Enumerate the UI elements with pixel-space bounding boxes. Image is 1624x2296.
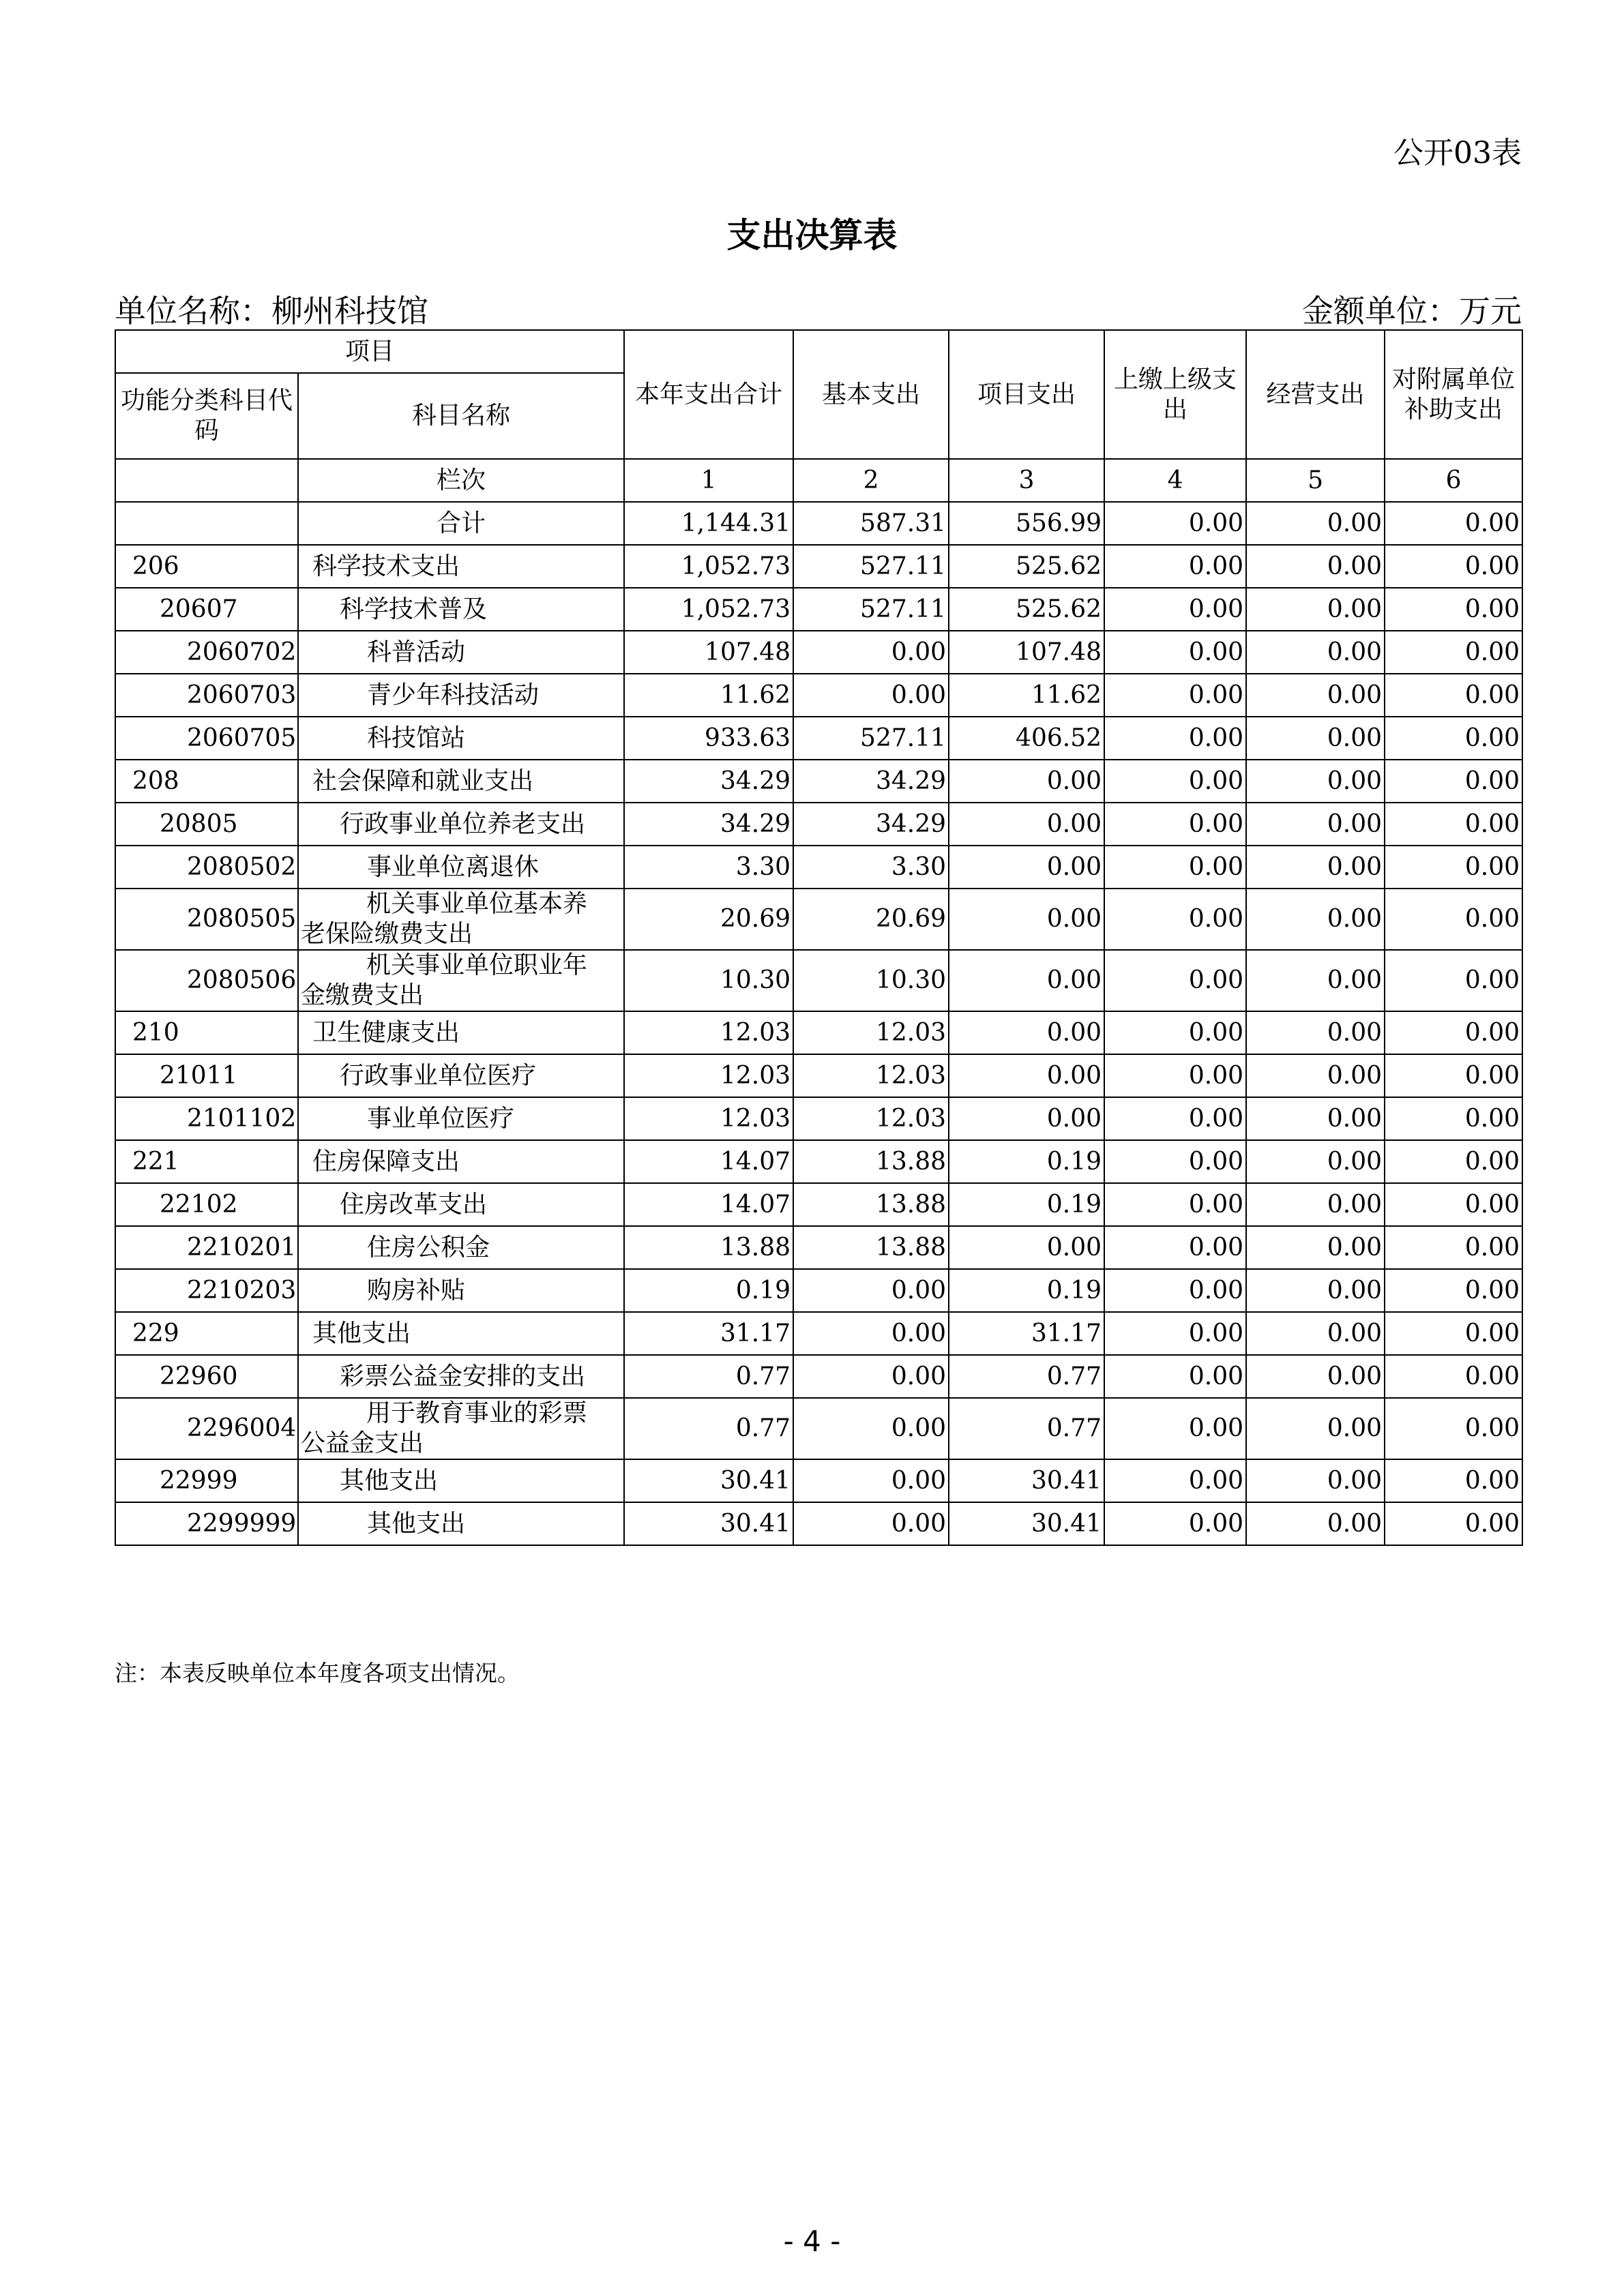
- total-value: 12.03: [624, 1011, 793, 1054]
- upper-value: 0.00: [1104, 846, 1246, 889]
- table-row: [115, 631, 1522, 674]
- total-value: 1,144.31: [624, 502, 793, 545]
- table-row: [115, 1097, 1522, 1140]
- upper-value: 0.00: [1104, 631, 1246, 674]
- upper-value: 0.00: [1104, 1183, 1246, 1226]
- subject-name: 合计: [298, 502, 624, 545]
- table-row: [115, 1011, 1522, 1054]
- total-value: 30.41: [624, 1459, 793, 1502]
- total-value: 12.03: [624, 1097, 793, 1140]
- subsidy-value: 0.00: [1385, 1097, 1522, 1140]
- total-value: 34.29: [624, 803, 793, 846]
- subsidy-value: 0.00: [1385, 760, 1522, 803]
- table-row: [115, 1054, 1522, 1097]
- column-number: 2: [793, 459, 949, 502]
- subsidy-value: 0.00: [1385, 1502, 1522, 1545]
- basic-value: 34.29: [793, 803, 949, 846]
- upper-value: 0.00: [1104, 588, 1246, 631]
- basic-value: 0.00: [793, 1355, 949, 1398]
- subject-name: 其他支出: [298, 1312, 624, 1355]
- business-value: 0.00: [1246, 1269, 1385, 1312]
- basic-value: 0.00: [793, 1502, 949, 1545]
- business-value: 0.00: [1246, 1011, 1385, 1054]
- subsidy-value: 0.00: [1385, 1312, 1522, 1355]
- subject-code: 22102: [115, 1183, 298, 1226]
- basic-value: 527.11: [793, 545, 949, 588]
- subsidy-value: 0.00: [1385, 1269, 1522, 1312]
- total-value: 30.41: [624, 1502, 793, 1545]
- basic-value: 10.30: [793, 950, 949, 1011]
- basic-value: 0.00: [793, 1312, 949, 1355]
- upper-value: 0.00: [1104, 717, 1246, 760]
- total-value: 14.07: [624, 1140, 793, 1183]
- project-value: 0.19: [949, 1183, 1104, 1226]
- business-value: 0.00: [1246, 1502, 1385, 1545]
- subject-code: 2060702: [115, 631, 298, 674]
- column-number: 3: [949, 459, 1104, 502]
- project-value: 0.77: [949, 1398, 1104, 1459]
- business-value: 0.00: [1246, 1398, 1385, 1459]
- basic-value: 12.03: [793, 1011, 949, 1054]
- table-row: [115, 803, 1522, 846]
- total-value: 1,052.73: [624, 588, 793, 631]
- subsidy-value: 0.00: [1385, 502, 1522, 545]
- subject-code: 2080502: [115, 846, 298, 889]
- table-row: [115, 1140, 1522, 1183]
- subject-code: 206: [115, 545, 298, 588]
- column-number: 4: [1104, 459, 1246, 502]
- subject-name: [298, 1398, 624, 1459]
- business-value: 0.00: [1246, 588, 1385, 631]
- project-value: 31.17: [949, 1312, 1104, 1355]
- total-value: 34.29: [624, 760, 793, 803]
- subject-name: 其他支出: [298, 1502, 624, 1545]
- business-value: 0.00: [1246, 545, 1385, 588]
- table-row: [115, 1355, 1522, 1398]
- total-value: 12.03: [624, 1054, 793, 1097]
- subject-code: [115, 502, 298, 545]
- header-upper: 上缴上级支出: [1104, 330, 1246, 459]
- subsidy-value: 0.00: [1385, 588, 1522, 631]
- upper-value: 0.00: [1104, 1502, 1246, 1545]
- total-value: 0.77: [624, 1355, 793, 1398]
- subject-name-line: 金缴费支出: [301, 981, 424, 1009]
- basic-value: 527.11: [793, 717, 949, 760]
- business-value: 0.00: [1246, 631, 1385, 674]
- subject-code: 2296004: [115, 1398, 298, 1459]
- header-business: 经营支出: [1246, 330, 1385, 459]
- upper-value: 0.00: [1104, 803, 1246, 846]
- subsidy-value: 0.00: [1385, 846, 1522, 889]
- project-value: 0.00: [949, 950, 1104, 1011]
- project-value: 11.62: [949, 674, 1104, 717]
- subject-name: 科技馆站: [298, 717, 624, 760]
- business-value: 0.00: [1246, 760, 1385, 803]
- upper-value: 0.00: [1104, 674, 1246, 717]
- business-value: 0.00: [1246, 1226, 1385, 1269]
- upper-value: 0.00: [1104, 950, 1246, 1011]
- column-number-row: [115, 459, 1522, 502]
- upper-value: 0.00: [1104, 1312, 1246, 1355]
- project-value: 0.77: [949, 1355, 1104, 1398]
- subject-name: 彩票公益金安排的支出: [298, 1355, 624, 1398]
- header-item: 项目: [115, 330, 624, 373]
- total-value: 1,052.73: [624, 545, 793, 588]
- upper-value: 0.00: [1104, 1054, 1246, 1097]
- subject-code: 2210203: [115, 1269, 298, 1312]
- subject-name-line: 机关事业单位职业年: [366, 951, 588, 979]
- table-row: [115, 545, 1522, 588]
- subsidy-value: 0.00: [1385, 1226, 1522, 1269]
- upper-value: 0.00: [1104, 1097, 1246, 1140]
- upper-value: 0.00: [1104, 1226, 1246, 1269]
- business-value: 0.00: [1246, 950, 1385, 1011]
- subject-code: 229: [115, 1312, 298, 1355]
- project-value: 0.00: [949, 1226, 1104, 1269]
- project-value: 0.00: [949, 846, 1104, 889]
- total-value: 20.69: [624, 889, 793, 950]
- table-row: [115, 1183, 1522, 1226]
- project-value: 556.99: [949, 502, 1104, 545]
- subject-code: 2060705: [115, 717, 298, 760]
- basic-value: 13.88: [793, 1140, 949, 1183]
- total-value: 3.30: [624, 846, 793, 889]
- subject-code: 2080506: [115, 950, 298, 1011]
- basic-value: 0.00: [793, 1459, 949, 1502]
- project-value: 0.00: [949, 803, 1104, 846]
- subject-code: 2210201: [115, 1226, 298, 1269]
- subject-name: [298, 950, 624, 1011]
- subject-code: 20805: [115, 803, 298, 846]
- subject-name: 住房公积金: [298, 1226, 624, 1269]
- subsidy-value: 0.00: [1385, 1459, 1522, 1502]
- column-number: 1: [624, 459, 793, 502]
- upper-value: 0.00: [1104, 502, 1246, 545]
- subject-name: 事业单位医疗: [298, 1097, 624, 1140]
- table-row: [115, 846, 1522, 889]
- basic-value: 0.00: [793, 1398, 949, 1459]
- upper-value: 0.00: [1104, 1355, 1246, 1398]
- header-row-1: [115, 330, 1522, 373]
- currency-unit: 金额单位：万元: [1302, 293, 1522, 329]
- subject-name: 科普活动: [298, 631, 624, 674]
- business-value: 0.00: [1246, 1054, 1385, 1097]
- business-value: 0.00: [1246, 803, 1385, 846]
- subsidy-value: 0.00: [1385, 1054, 1522, 1097]
- column-number-label: 栏次: [298, 459, 624, 502]
- business-value: 0.00: [1246, 1355, 1385, 1398]
- header-subsidy: 对附属单位补助支出: [1385, 330, 1522, 459]
- table-row: [115, 760, 1522, 803]
- upper-value: 0.00: [1104, 545, 1246, 588]
- header-name: 科目名称: [298, 373, 624, 459]
- project-value: 0.00: [949, 1054, 1104, 1097]
- subsidy-value: 0.00: [1385, 631, 1522, 674]
- column-number: 5: [1246, 459, 1385, 502]
- upper-value: 0.00: [1104, 1459, 1246, 1502]
- header-basic: 基本支出: [793, 330, 949, 459]
- subject-name: [298, 889, 624, 950]
- page-number: - 4 -: [783, 2224, 841, 2258]
- total-value: 0.77: [624, 1398, 793, 1459]
- table-row: [115, 502, 1522, 545]
- project-value: 30.41: [949, 1502, 1104, 1545]
- upper-value: 0.00: [1104, 1011, 1246, 1054]
- basic-value: 34.29: [793, 760, 949, 803]
- subject-name: 社会保障和就业支出: [298, 760, 624, 803]
- table-row: [115, 950, 1522, 1011]
- table-row: [115, 717, 1522, 760]
- business-value: 0.00: [1246, 674, 1385, 717]
- total-value: 107.48: [624, 631, 793, 674]
- subject-name: 科学技术普及: [298, 588, 624, 631]
- table-row: [115, 674, 1522, 717]
- subject-name-line: 老保险缴费支出: [301, 920, 473, 948]
- upper-value: 0.00: [1104, 1140, 1246, 1183]
- subject-name: 青少年科技活动: [298, 674, 624, 717]
- basic-value: 527.11: [793, 588, 949, 631]
- subject-code: 210: [115, 1011, 298, 1054]
- table-row: [115, 1312, 1522, 1355]
- page-title: 支出决算表: [726, 215, 898, 255]
- header-total: 本年支出合计: [624, 330, 793, 459]
- basic-value: 3.30: [793, 846, 949, 889]
- subject-code: 22960: [115, 1355, 298, 1398]
- basic-value: 13.88: [793, 1226, 949, 1269]
- basic-value: 0.00: [793, 674, 949, 717]
- upper-value: 0.00: [1104, 1269, 1246, 1312]
- basic-value: 12.03: [793, 1097, 949, 1140]
- upper-value: 0.00: [1104, 889, 1246, 950]
- subsidy-value: 0.00: [1385, 889, 1522, 950]
- project-value: 525.62: [949, 545, 1104, 588]
- header-code: 功能分类科目代码: [115, 373, 298, 459]
- table-note: 注：本表反映单位本年度各项支出情况。: [115, 1660, 520, 1686]
- subsidy-value: 0.00: [1385, 1398, 1522, 1459]
- subsidy-value: 0.00: [1385, 717, 1522, 760]
- subject-code: 2080505: [115, 889, 298, 950]
- unit-name: 单位名称：柳州科技馆: [115, 293, 428, 329]
- subject-code: 2299999: [115, 1502, 298, 1545]
- business-value: 0.00: [1246, 846, 1385, 889]
- subsidy-value: 0.00: [1385, 1140, 1522, 1183]
- subject-code: 208: [115, 760, 298, 803]
- project-value: 0.19: [949, 1269, 1104, 1312]
- total-value: 10.30: [624, 950, 793, 1011]
- subject-name-line: 用于教育事业的彩票: [366, 1399, 588, 1427]
- project-value: 0.00: [949, 1011, 1104, 1054]
- table-row: [115, 588, 1522, 631]
- subsidy-value: 0.00: [1385, 674, 1522, 717]
- subject-name: 住房改革支出: [298, 1183, 624, 1226]
- subject-code: 22999: [115, 1459, 298, 1502]
- business-value: 0.00: [1246, 889, 1385, 950]
- subject-name: 行政事业单位养老支出: [298, 803, 624, 846]
- basic-value: 587.31: [793, 502, 949, 545]
- upper-value: 0.00: [1104, 760, 1246, 803]
- subject-name: 行政事业单位医疗: [298, 1054, 624, 1097]
- project-value: 30.41: [949, 1459, 1104, 1502]
- business-value: 0.00: [1246, 717, 1385, 760]
- subsidy-value: 0.00: [1385, 803, 1522, 846]
- subject-name: 卫生健康支出: [298, 1011, 624, 1054]
- project-value: 0.00: [949, 889, 1104, 950]
- subject-code: 2101102: [115, 1097, 298, 1140]
- table-row: [115, 1226, 1522, 1269]
- subject-name: 其他支出: [298, 1459, 624, 1502]
- business-value: 0.00: [1246, 1183, 1385, 1226]
- subsidy-value: 0.00: [1385, 1355, 1522, 1398]
- project-value: 0.00: [949, 760, 1104, 803]
- total-value: 14.07: [624, 1183, 793, 1226]
- subsidy-value: 0.00: [1385, 1183, 1522, 1226]
- subject-code: 21011: [115, 1054, 298, 1097]
- business-value: 0.00: [1246, 502, 1385, 545]
- table-row: [115, 1502, 1522, 1545]
- subsidy-value: 0.00: [1385, 545, 1522, 588]
- table-row: [115, 1269, 1522, 1312]
- total-value: 31.17: [624, 1312, 793, 1355]
- subject-code: 20607: [115, 588, 298, 631]
- project-value: 0.00: [949, 1097, 1104, 1140]
- basic-value: 12.03: [793, 1054, 949, 1097]
- header-project: 项目支出: [949, 330, 1104, 459]
- column-number-blank: [115, 459, 298, 502]
- subsidy-value: 0.00: [1385, 1011, 1522, 1054]
- total-value: 11.62: [624, 674, 793, 717]
- basic-value: 20.69: [793, 889, 949, 950]
- business-value: 0.00: [1246, 1459, 1385, 1502]
- total-value: 0.19: [624, 1269, 793, 1312]
- subject-name-line: 公益金支出: [301, 1429, 424, 1457]
- subject-name: 购房补贴: [298, 1269, 624, 1312]
- table-row: [115, 889, 1522, 950]
- business-value: 0.00: [1246, 1097, 1385, 1140]
- project-value: 0.19: [949, 1140, 1104, 1183]
- upper-value: 0.00: [1104, 1398, 1246, 1459]
- project-value: 107.48: [949, 631, 1104, 674]
- project-value: 525.62: [949, 588, 1104, 631]
- subject-code: 2060703: [115, 674, 298, 717]
- subject-name: 科学技术支出: [298, 545, 624, 588]
- project-value: 406.52: [949, 717, 1104, 760]
- expenditure-table: [115, 329, 1523, 1546]
- business-value: 0.00: [1246, 1140, 1385, 1183]
- total-value: 13.88: [624, 1226, 793, 1269]
- subject-code: 221: [115, 1140, 298, 1183]
- table-row: [115, 1398, 1522, 1459]
- column-number: 6: [1385, 459, 1522, 502]
- basic-value: 0.00: [793, 1269, 949, 1312]
- subject-name: 住房保障支出: [298, 1140, 624, 1183]
- table-row: [115, 1459, 1522, 1502]
- total-value: 933.63: [624, 717, 793, 760]
- subject-name-line: 机关事业单位基本养: [366, 890, 588, 918]
- subject-name: 事业单位离退休: [298, 846, 624, 889]
- subsidy-value: 0.00: [1385, 950, 1522, 1011]
- form-number: 公开03表: [1393, 136, 1522, 170]
- basic-value: 0.00: [793, 631, 949, 674]
- business-value: 0.00: [1246, 1312, 1385, 1355]
- basic-value: 13.88: [793, 1183, 949, 1226]
